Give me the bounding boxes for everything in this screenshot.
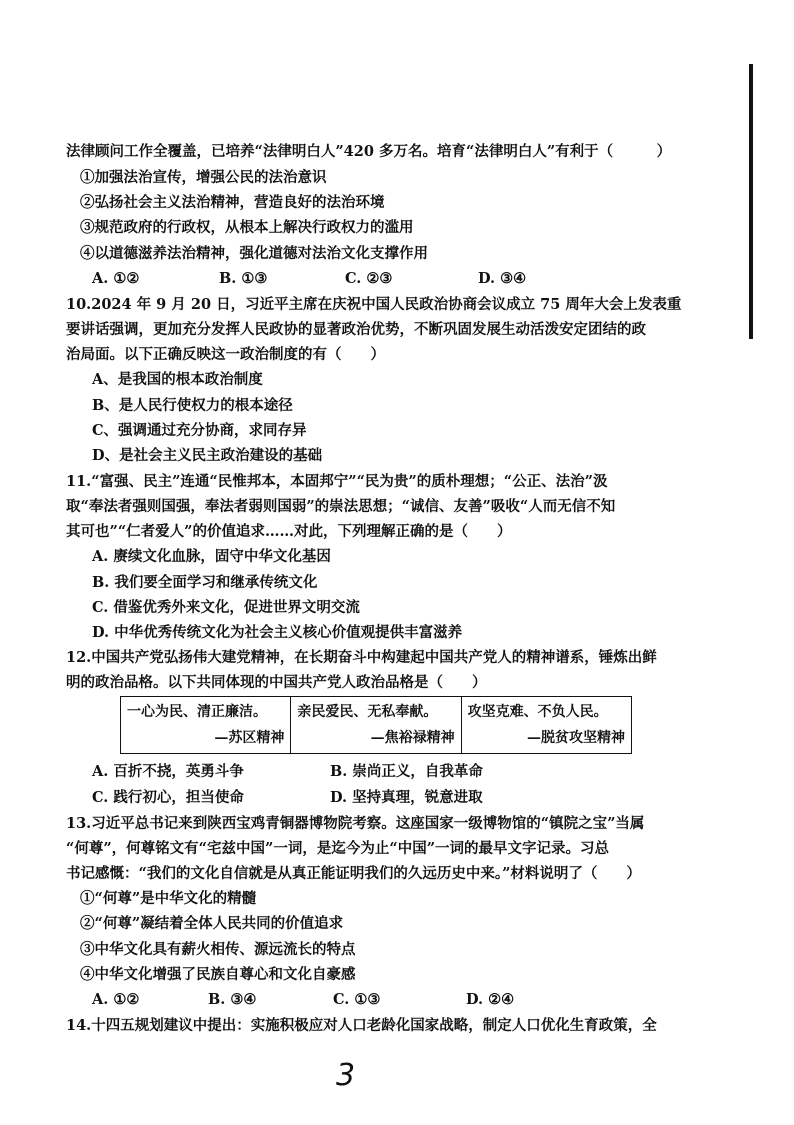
q10-stem-3: 治局面。以下正确反映这一政治制度的有（ ） xyxy=(66,346,385,363)
q13-stem-1: 13.习近平总书记来到陕西宝鸡青铜器博物院考察。这座国家一级博物馆的“镇院之宝”当属 xyxy=(66,815,645,832)
q9-item-2: ②弘扬社会主义法治精神，营造良好的法治环境 xyxy=(80,194,385,211)
q11-stem-1: 11.“富强、民主”连通“民惟邦本，本固邦宁”“民为贵”的质朴理想；“公正、法治”汲 xyxy=(66,473,608,490)
q12-cell-2-source: —焦裕禄精神 xyxy=(370,730,455,746)
q10-option-a: A、是我国的根本政治制度 xyxy=(92,371,263,388)
q9-item-4: ④以道德滋养法治精神，强化道德对法治文化支撑作用 xyxy=(80,245,428,262)
q13-option-d: D. ②④ xyxy=(466,991,515,1008)
q9-item-1: ①加强法治宣传，增强公民的法治意识 xyxy=(80,169,327,186)
q13-item-1: ①“何尊”是中华文化的精髓 xyxy=(80,890,257,907)
q11-stem-2: 取“奉法者强则国强，奉法者弱则国弱”的崇法思想；“诚信、友善”吸收“人而无信不知 xyxy=(66,498,616,515)
q9-item-3: ③规范政府的行政权，从根本上解决行政权力的滥用 xyxy=(80,219,414,236)
q12-material-table xyxy=(120,696,632,754)
q13-item-3: ③中华文化具有薪火相传、源远流长的特点 xyxy=(80,941,356,958)
q13-option-b: B. ③④ xyxy=(208,991,257,1008)
q13-option-a: A. ①② xyxy=(92,991,140,1008)
q12-cell-2 xyxy=(291,697,461,754)
q13-stem-3: 书记感慨：“我们的文化自信就是从真正能证明我们的久远历史中来。”材料说明了（ ） xyxy=(66,865,641,882)
scan-edge-line xyxy=(749,64,753,339)
q12-cell-3 xyxy=(461,697,631,754)
q12-cell-1 xyxy=(121,697,291,754)
q12-cell-3-source: —脱贫攻坚精神 xyxy=(527,730,625,746)
q12-cell-1-text: 一心为民、清正廉洁。 xyxy=(127,704,267,720)
q12-cell-1-source: —苏区精神 xyxy=(214,730,285,746)
q11-option-a: A. 赓续文化血脉，固守中华文化基因 xyxy=(92,548,331,565)
q9-option-a: A. ①② xyxy=(92,270,140,287)
q10-stem-2: 要讲话强调，更加充分发挥人民政协的显著政治优势，不断巩固发展生动活泼安定团结的政 xyxy=(66,321,646,338)
q9-stem: 法律顾问工作全覆盖，已培养“法律明白人”420 多万名。培育“法律明白人”有利于（ ） xyxy=(66,143,672,160)
q10-option-b: B、是人民行使权力的根本途径 xyxy=(92,397,293,414)
q11-stem-3: 其可也”“仁者爱人”的价值追求……对此，下列理解正确的是（ ） xyxy=(66,523,512,540)
q13-item-4: ④中华文化增强了民族自尊心和文化自豪感 xyxy=(80,966,356,983)
q11-option-d: D. 中华优秀传统文化为社会主义核心价值观提供丰富滋养 xyxy=(92,624,463,641)
q12-cell-3-text: 攻坚克难、不负人民。 xyxy=(467,704,608,720)
q9-option-d: D. ③④ xyxy=(478,270,527,287)
q12-option-a: A. 百折不挠，英勇斗争 xyxy=(92,763,244,780)
q12-stem-2: 明的政治品格。以下共同体现的中国共产党人政治品格是（ ） xyxy=(66,674,487,691)
q9-option-b: B. ①③ xyxy=(219,270,268,287)
q13-item-2: ②“何尊”凝结着全体人民共同的价值追求 xyxy=(80,915,344,932)
q9-option-c: C. ②③ xyxy=(345,270,393,287)
q13-stem-2: “何尊”，何尊铭文有“宅兹中国”一词，是迄今为止“中国”一词的最早文字记录。习总 xyxy=(66,840,610,857)
q12-stem-1: 12.中国共产党弘扬伟大建党精神，在长期奋斗中构建起中国共产党人的精神谱系，锤炼出鲜 xyxy=(66,649,657,666)
q11-option-b: B. 我们要全面学习和继承传统文化 xyxy=(92,574,318,591)
q13-option-c: C. ①③ xyxy=(333,991,381,1008)
q10-stem-1: 10.2024 年 9 月 20 日，习近平主席在庆祝中国人民政治协商会议成立 75 周年大会上发表重 xyxy=(66,296,682,313)
q12-cell-2-text: 亲民爱民、无私奉献。 xyxy=(297,704,438,720)
q12-option-c: C. 践行初心，担当使命 xyxy=(92,789,244,806)
q11-option-c: C. 借鉴优秀外来文化，促进世界文明交流 xyxy=(92,599,360,616)
q10-option-d: D、是社会主义民主政治建设的基础 xyxy=(92,447,323,464)
q12-option-b: B. 崇尚正义，自我革命 xyxy=(330,763,483,780)
q10-option-c: C、强调通过充分协商，求同存异 xyxy=(92,422,307,439)
q14-stem: 14.十四五规划建议中提出：实施积极应对人口老龄化国家战略，制定人口优化生育政策，全 xyxy=(66,1017,657,1034)
page-number: 3 xyxy=(336,1058,356,1093)
q12-option-d: D. 坚持真理，锐意进取 xyxy=(330,789,483,806)
